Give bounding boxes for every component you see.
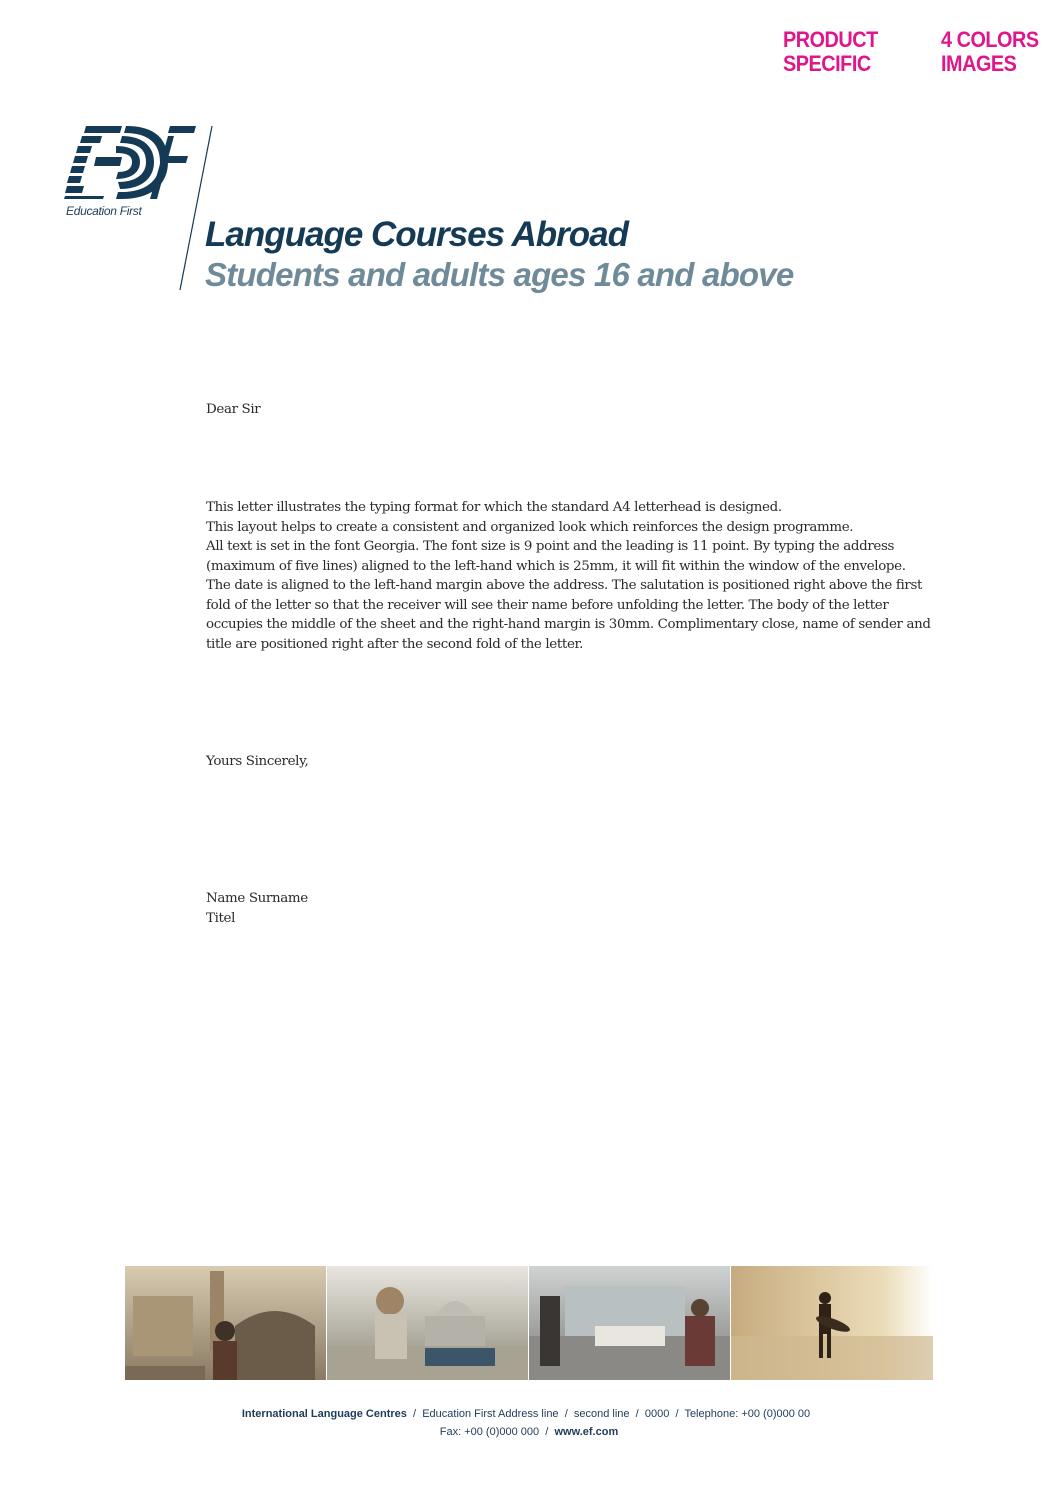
- body-paragraph: This layout helps to create a consistent and organized look which reinforces the design programme.: [206, 519, 854, 535]
- london-big-ben-photo: [125, 1266, 326, 1380]
- letter-body: [206, 498, 936, 654]
- footer-address2: second line: [573, 1408, 630, 1420]
- salutation: Dear Sir: [206, 402, 261, 417]
- footer-fax: Fax: +00 (0)000 000: [439, 1426, 540, 1438]
- complimentary-close: Yours Sincerely,: [206, 754, 309, 769]
- logo-caption: Education First: [66, 204, 142, 218]
- body-paragraph: All text is set in the font Georgia. The font size is 9 point and the leading is 11 point. By typing the address (maximum of five lines) aligned to the left-hand which is 25mm, it will fit within the window of the envelope.: [206, 539, 906, 574]
- footer-separator: /: [675, 1408, 679, 1420]
- tag-line: SPECIFIC: [783, 51, 871, 76]
- tag-line: IMAGES: [941, 51, 1017, 76]
- tag-line: PRODUCT: [783, 27, 878, 52]
- signature-block: [206, 889, 308, 928]
- photo-strip: [125, 1266, 933, 1380]
- footer-address-line: [0, 1405, 1055, 1423]
- body-paragraph: This letter illustrates the typing format for which the standard A4 letterhead is designed.: [206, 500, 782, 515]
- four-colors-images-tag: [941, 28, 1039, 76]
- page-subtitle: Students and adults ages 16 and above: [205, 256, 794, 293]
- washington-capitol-photo: [327, 1266, 528, 1380]
- body-paragraph: The date is aligned to the left-hand margin above the address. The salutation is positioned right above the first fold of the letter so that the receiver will see their name before unfolding the letter. The body of the letter occupies the middle of the sheet and the right-hand margin is 30mm. Complimentary close, name of sender and title are positioned right after the second fold of the letter.: [206, 578, 931, 652]
- footer-company: International Language Centres: [241, 1408, 407, 1420]
- footer: [0, 1405, 1058, 1441]
- footer-separator: /: [545, 1426, 549, 1438]
- page-title: Language Courses Abroad: [205, 215, 628, 254]
- footer-address1: Education First Address line: [422, 1408, 559, 1420]
- sender-name: Name Surname: [206, 891, 308, 906]
- tag-line: 4 COLORS: [941, 27, 1039, 52]
- footer-separator: /: [413, 1408, 417, 1420]
- footer-separator: /: [635, 1408, 639, 1420]
- product-specific-tag: [783, 28, 878, 76]
- footer-telephone: Telephone: +00 (0)000 00: [684, 1408, 811, 1420]
- letterhead-heading: [205, 214, 793, 294]
- beach-surfer-photo: [731, 1266, 933, 1380]
- sender-title: Titel: [206, 910, 236, 926]
- footer-website-link[interactable]: www.ef.com: [554, 1426, 619, 1438]
- classroom-students-photo: [529, 1266, 730, 1380]
- footer-postcode: 0000: [644, 1408, 670, 1420]
- footer-separator: /: [564, 1408, 568, 1420]
- footer-contact-line: [0, 1423, 1058, 1441]
